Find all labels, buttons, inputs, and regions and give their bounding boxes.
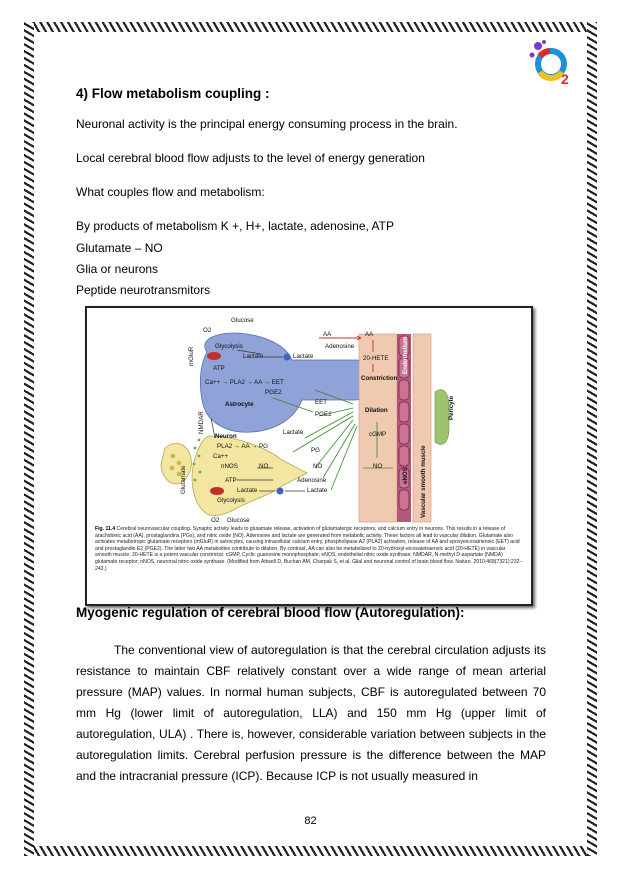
- fig-label: 20-HETE: [363, 355, 389, 362]
- section-heading-2: Myogenic regulation of cerebral blood flow (Autoregulation):: [76, 605, 465, 620]
- fig-label: Dilation: [365, 407, 388, 414]
- paragraph-text: The conventional view of autoregulation is that the cerebral circulation adjusts its resistance to maintain CBF relatively constant over a wide range of mean arterial pressure (MAP) values. In normal human subjects, CBF is autoregulated between 70 mm Hg (lower limit of autoregulation, LLA) and 150 mm Hg (upper limit of autoregulation, ULA) . There is, however, considerable variation between subjects in the autoregulation limits. Cerebral perfusion pressure is the difference between the MAP and the intracranial pressure (ICP). Because ICP is not usually measured in: [76, 643, 546, 783]
- logo-subscript: 2: [561, 71, 569, 86]
- caption-text: Cerebral neurovascular coupling. Synaptic activity leads to glutamate release, activation of glutamatergic receptors, and calcium entry in neurons. This results in a release of arachidonic acid (AA), prostaglandins (PGs), and nitric oxide (NO). Adenosine and lactate are generated from metabolic activity. These factors all lead to vascular dilation. Glutamate also activates metabotropic glutamate receptors (mGluR) in astrocytes, causing intracellular calcium entry, phospholipase A2 (PLA2) activation, release of AA and epoxyeicosatrienoic (EET) acid and prostaglandin E2 (PGE2). The latter two AA metabolites contribute to dilation. By contrast, AA can also be metabolized to 20-hydroxyl-eicosatetraenoic acid (20-HETE) in vascular smooth muscle. 20-HETE is a potent vascular constrictor. cGMP, Cyclic guanosine monophosphate; eNOS, endothelial nitric oxide synthase; NMDAR, N-methyl D-aspartate (NMDA) glutamate receptor; nNOS, neuronal nitric oxide synthase. (Modified from Attwell D, Buchan AM, Charpak S, et al. Glial and neuronal control of brain blood flow. Nature. 2010;468(7321):232–243.): [95, 526, 523, 572]
- text-line: Peptide neurotransmitors: [76, 283, 211, 297]
- fig-label: Glucose: [227, 517, 250, 524]
- fig-label: PGE2: [265, 389, 282, 396]
- fig-label: O2: [203, 327, 212, 334]
- fig-label: Constriction: [361, 375, 398, 382]
- fig-label: cGMP: [369, 431, 387, 438]
- fig-label: NMDAR: [198, 411, 205, 434]
- caption-label: Fig. 11.4: [95, 526, 116, 532]
- fig-label: ATP: [213, 365, 225, 372]
- fig-label: NO: [259, 463, 269, 470]
- fig-label: Glutamate: [180, 465, 187, 494]
- fig-label: nNOS: [221, 463, 238, 470]
- fig-label: PG: [311, 447, 320, 454]
- transporter-icon: [284, 354, 291, 361]
- fig-label: Astrocyte: [225, 401, 254, 408]
- text-line: By products of metabolism K +, H+, lactate, adenosine, ATP: [76, 219, 394, 233]
- text-line: Glutamate – NO: [76, 241, 163, 255]
- pericyte-cell: [435, 390, 449, 445]
- o2-logo: [528, 38, 578, 86]
- fig-label: Ca++ → PLA2 → AA → EET: [205, 379, 284, 386]
- fig-label: Adenosine: [325, 343, 355, 350]
- text-line: What couples flow and metabolism:: [76, 185, 265, 199]
- fig-label: PLA2 → AA → PG: [217, 443, 268, 450]
- fig-label: Lactate: [243, 353, 264, 360]
- fig-label: Lactate: [293, 353, 314, 360]
- fig-label: Pericyte: [448, 395, 455, 420]
- mitochondrion-icon: [207, 352, 221, 360]
- fig-label: AA: [365, 331, 374, 338]
- vascular-smooth-muscle: [359, 334, 397, 522]
- mitochondrion-icon: [210, 487, 224, 495]
- neurovascular-coupling-figure: [85, 306, 533, 606]
- fig-label: AA: [323, 331, 332, 338]
- transporter-icon: [277, 488, 284, 495]
- fig-label: O2: [211, 517, 220, 524]
- fig-label: eNOS: [402, 467, 409, 484]
- fig-label: Lactate: [307, 487, 328, 494]
- text-line: Glia or neurons: [76, 262, 159, 276]
- fig-label: Glycolysis: [217, 497, 245, 504]
- fig-label: Glycolysis: [215, 343, 243, 350]
- page-border-left: [24, 22, 34, 856]
- fig-label: Ca++: [213, 453, 229, 460]
- text-line: Neuronal activity is the principal energy consuming process in the brain.: [76, 117, 458, 131]
- page-number: 82: [304, 815, 317, 827]
- fig-label: Lactate: [283, 429, 304, 436]
- fig-label: NO: [313, 463, 323, 470]
- page-border-bottom: [24, 846, 597, 856]
- fig-label: NO: [373, 463, 383, 470]
- body-paragraph: [76, 640, 546, 787]
- text-line: Local cerebral blood flow adjusts to the level of energy generation: [76, 151, 425, 165]
- fig-label: mGluR: [188, 346, 195, 366]
- fig-label: Adenosine: [297, 477, 327, 484]
- page-border-right: [587, 22, 597, 856]
- fig-label: EET: [315, 399, 328, 406]
- figure-caption: [95, 526, 523, 572]
- fig-label: Vascular smooth muscle: [420, 445, 427, 518]
- fig-label: PGE2: [315, 411, 332, 418]
- fig-label: Glucose: [231, 317, 254, 324]
- page-border-top: [24, 22, 597, 32]
- fig-label: Lactate: [237, 487, 258, 494]
- section-heading: 4) Flow metabolism coupling :: [76, 86, 270, 101]
- fig-label: ATP: [225, 477, 237, 484]
- fig-label: Endothelium: [402, 336, 409, 374]
- fig-label: Neuron: [215, 433, 237, 440]
